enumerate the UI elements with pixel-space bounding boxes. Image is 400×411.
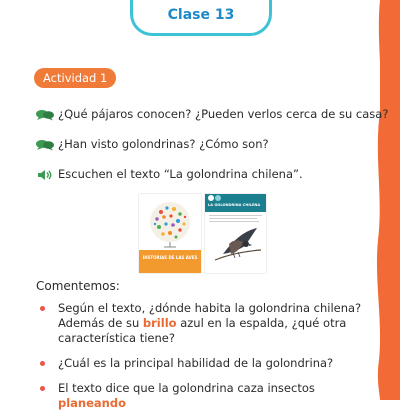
class-title: Clase 13 <box>167 7 235 23</box>
discussion-item-1-text-a: Según el texto, ¿dónde habita la golondrina chilena? Además de su <box>58 301 362 330</box>
speech-bubbles-icon <box>36 139 54 151</box>
speech-bubbles-icon <box>36 109 54 121</box>
listen-instruction-text: Escuchen el texto “La golondrina chilena”. <box>58 167 303 181</box>
book-covers <box>139 194 266 273</box>
discussion-item-1-text-b: azul en la espalda, ¿qué otra característica tiene? <box>58 316 347 345</box>
book-left-title: HISTORIAS DE LAS AVES <box>142 255 198 260</box>
question-2-text: ¿Han visto golondrinas? ¿Cómo son? <box>58 137 269 151</box>
question-2 <box>36 137 269 152</box>
globe-illustration <box>139 194 201 273</box>
discussion-item-3 <box>36 381 376 411</box>
question-1 <box>36 107 388 122</box>
discussion-item-3-text: El texto dice que la golondrina caza insectos <box>58 381 315 395</box>
discussion-item-2-text: ¿Cuál es la principal habilidad de la golondrina? <box>58 356 334 370</box>
listen-instruction <box>36 167 303 182</box>
swallow-illustration <box>205 194 266 273</box>
discussion-title: Comentemos: <box>36 279 120 293</box>
right-decorative-band <box>380 0 400 400</box>
discussion-item-2 <box>36 356 376 371</box>
book-cover-historias <box>139 194 201 273</box>
class-tab <box>130 0 272 36</box>
speaker-icon <box>36 169 54 181</box>
discussion-item-1 <box>36 301 376 346</box>
question-1-text: ¿Qué pájaros conocen? ¿Pueden verlos cerca de su casa? <box>58 107 389 121</box>
highlight-planeando: planeando <box>58 396 127 410</box>
activity-badge: Actividad 1 <box>34 68 116 88</box>
book-cover-golondrina <box>205 194 266 273</box>
wavy-edge <box>374 0 400 400</box>
book-right-title: LA GOLONDRINA CHILENA <box>208 203 261 207</box>
highlight-brillo: brillo <box>142 316 177 330</box>
